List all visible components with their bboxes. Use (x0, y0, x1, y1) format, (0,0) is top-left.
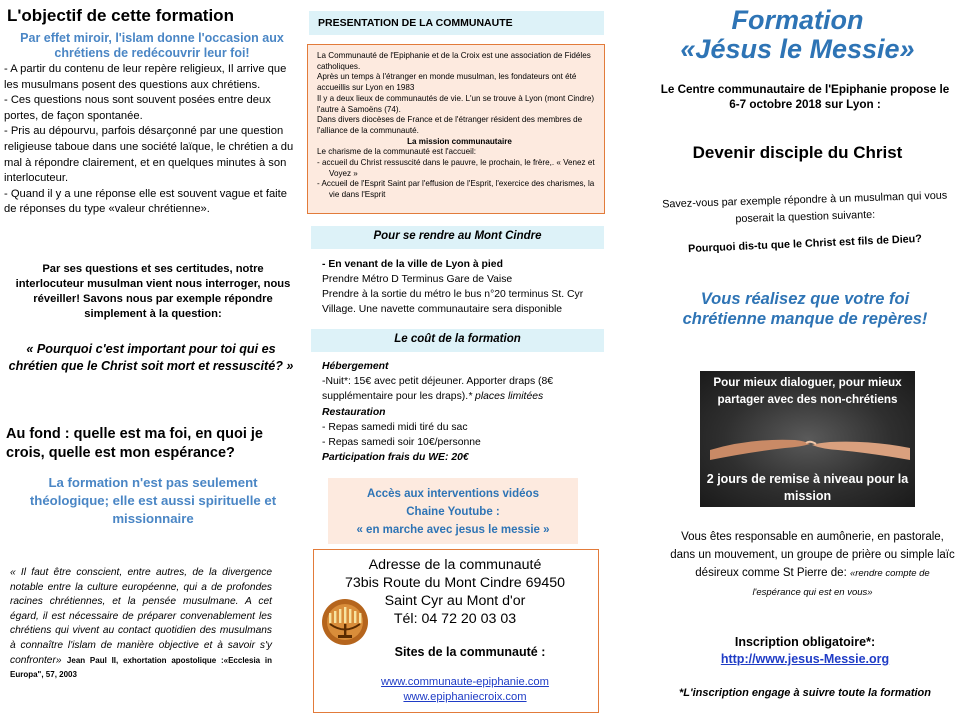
cost-title: Le coût de la formation (394, 333, 521, 345)
list-item: - A partir du contenu de leur repère religieux, Il arrive que les musulmans posent des questions aux chrétiens. (4, 63, 287, 91)
address-line: Saint Cyr au Mont d'or (384, 593, 526, 609)
formation-title-line2: «Jésus le Messie» (680, 34, 915, 64)
community-text (317, 51, 602, 201)
directions-first-line: - En venant de la ville de Lyon à pied (322, 259, 503, 270)
formation-title-line1: Formation (731, 5, 864, 35)
catering-label: Restauration (322, 406, 386, 418)
mont-cindre-title: Pour se rendre au Mont Cindre (373, 230, 542, 242)
directions-line: Prendre Métro D Terminus Gare de Vaise (322, 274, 513, 285)
list-item: - Ces questions nous sont souvent posées entre deux portes, de façon spontanée. (4, 94, 271, 122)
realisez-text: Vous réalisez que votre foi chrétienne manque de repères! (682, 290, 928, 328)
citation-text: « Il faut être conscient, entre autres, de la divergence notable entre la culture européenne, qui a de profondes racines chrétiennes, et la pensée musulmane. A cet égard, il est nécessaire de préparer convenablement les chrétiens qui vivent au contact quotidien des musulmans à connaître l'islam de manière objective et à savoir s'y confronter» (10, 567, 272, 666)
lodging-text: -Nuit*: 15€ avec petit déjeuner. Apporter draps (8€ supplémentaire pour les draps).* places limitées (322, 376, 554, 403)
faith-heading: Au fond : quelle est ma foi, en quoi je crois, quelle est mon espérance? (6, 426, 263, 461)
formation-nature-text: La formation n'est pas seulement théologique; elle est aussi spirituelle et missionnaire (29, 475, 277, 526)
mission-item: - Accueil de l'Esprit Saint par l'effusion de l'Esprit, l'exercice des charismes, la vie dans l'Esprit (317, 179, 595, 200)
citation-source: Jean Paul II, exhortation apostolique :«Ecclesia in Europa", 57, 2003 (10, 655, 272, 680)
list-item: - Pris au dépourvu, parfois désarçonné par une question religieuse taboue dans une société laïque, le chrétien a du mal à répondre clairement, et en quelques minutes à son interlocuteur. (4, 125, 294, 185)
objective-list (4, 62, 300, 218)
objective-title: L'objectif de cette formation (7, 6, 234, 25)
catering-item: - Repas samedi midi tiré du sac (322, 421, 468, 433)
community-line: Dans divers diocèses de France et de l'étranger résident des membres de l'alliance de la communauté. (317, 115, 583, 135)
disciple-heading: Devenir disciple du Christ (692, 143, 903, 162)
video-line: Chaine Youtube : (406, 506, 500, 518)
photo-caption-bottom: 2 jours de remise à niveau pour la mission (706, 472, 909, 503)
lodging-note: * places limitées (468, 391, 544, 403)
community-line: Il y a deux lieux de communautés de vie. L'un se trouve à Lyon (mont Cindre) l'autre à Samoëns (74). (317, 93, 595, 114)
site-link-epiphaniecroix[interactable]: www.epiphaniecroix.com (403, 691, 527, 703)
address-line: Adresse de la communauté (368, 557, 542, 573)
video-line: Accès aux interventions vidéos (367, 488, 539, 500)
lodging-label: Hébergement (322, 361, 389, 372)
site-link-communaute[interactable]: www.communaute-epiphanie.com (381, 676, 549, 688)
catering-item: - Repas samedi soir 10€/personne (322, 437, 481, 449)
community-line: La Communauté de l'Epiphanie et de la Croix est une association de Fidéles catholiques. (317, 51, 591, 71)
key-question-quote: « Pourquoi c'est important pour toi qui es chrétien que le Christ soit mort et ressuscité? » (8, 342, 294, 373)
directions-text (322, 257, 604, 317)
pourquoi-question: Pourquoi dis-tu que le Christ est fils de Dieu? (687, 232, 923, 256)
registration-label: Inscription obligatoire*: (734, 635, 876, 649)
sites-title: Sites de la communauté : (394, 645, 546, 659)
list-item: - Quand il y a une réponse elle est souvent vague et faite de réponses du type «valeur chrétienne». (4, 187, 287, 216)
youtube-channel-name[interactable]: « en marche avec jesus le messie » (356, 524, 550, 536)
directions-line: Prendre à la sortie du métro le bus n°20 terminus St. Cyr Village. Une navette communautaire sera disponible (322, 289, 584, 315)
savez-question-text: Savez-vous par exemple répondre à un musulman qui vous poserait la question suivante: (662, 189, 948, 226)
audience-quote: «rendre compte de l'espérance qui est en vous» (752, 568, 930, 598)
mission-heading: La mission communautaire (407, 136, 512, 146)
cost-details (322, 359, 604, 465)
question-paragraph: Par ses questions et ses certitudes, notre interlocuteur musulman vient nous interroger, nous réveiller! Savons nous par exemple répondre simplement à la question: (15, 263, 291, 320)
address-line: 73bis Route du Mont Cindre 69450 (344, 575, 566, 591)
phone-line: Tél: 04 72 20 03 03 (393, 611, 517, 627)
joining-hands-icon (710, 420, 910, 465)
presentation-title: PRESENTATION DE LA COMMUNAUTE (318, 17, 513, 29)
pope-citation (10, 566, 272, 683)
mission-intro: Le charisme de la communauté est l'accueil: (317, 147, 477, 157)
video-text (328, 485, 578, 539)
audience-text: Vous êtes responsable en aumônerie, en pastorale, dans un mouvement, un groupe de prière ou simple laïc désireux comme St Pierre de: «rendre compte de l'espérance qui est en vous» (670, 531, 955, 598)
centre-announcement: Le Centre communautaire de l'Epiphanie propose le 6-7 octobre 2018 sur Lyon : (660, 83, 950, 111)
participation-fee: Participation frais du WE: 20€ (322, 452, 469, 464)
registration-link[interactable]: http://www.jesus-Messie.org (720, 652, 890, 666)
community-line: Après un temps à l'étranger en monde musulman, les fondateurs ont été accueillis sur Lyon en 1983 (317, 72, 577, 93)
registration-note: *L'inscription engage à suivre toute la formation (679, 687, 931, 699)
menorah-icon (320, 599, 370, 645)
objective-subtitle: Par effet miroir, l'islam donne l'occasion aux chrétiens de redécouvrir leur foi! (20, 31, 284, 60)
photo-caption-top: Pour mieux dialoguer, pour mieux partager avec des non-chrétiens (713, 376, 902, 406)
mission-item: - accueil du Christ ressuscité dans le pauvre, le prochain, le frère,. « Venez et Voyez » (317, 158, 595, 178)
